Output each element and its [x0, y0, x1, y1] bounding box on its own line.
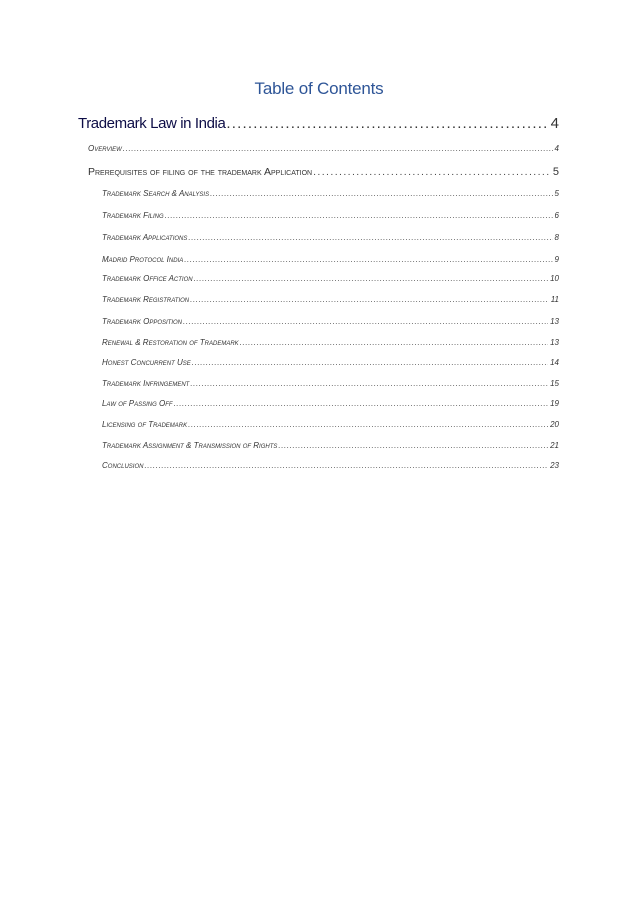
toc-dot-leader — [194, 274, 548, 283]
toc-entry-label: Conclusion — [102, 461, 144, 470]
toc-entry-page: 15 — [550, 379, 559, 388]
toc-dot-leader — [190, 379, 548, 388]
toc-entry-trademark-filing[interactable] — [102, 211, 559, 220]
toc-entry-label: Renewal & Restoration of Trademark — [102, 338, 239, 347]
toc-entry-trademark-opposition[interactable] — [102, 317, 559, 326]
toc-entry-label: Trademark Opposition — [102, 317, 183, 326]
toc-entry-overview[interactable] — [88, 144, 559, 153]
toc-entry-page: 5 — [554, 189, 559, 198]
toc-entry-trademark-infringement[interactable] — [102, 379, 559, 388]
toc-title: Table of Contents — [254, 79, 384, 98]
toc-dot-leader — [184, 255, 552, 264]
toc-entry-prerequisites[interactable] — [88, 166, 559, 178]
toc-entry-trademark-law-in-india[interactable] — [78, 115, 559, 132]
toc-entry-label: Trademark Law in India — [78, 115, 226, 132]
toc-dot-leader — [188, 233, 552, 242]
toc-entry-trademark-assignment[interactable] — [102, 441, 559, 450]
toc-dot-leader — [165, 211, 553, 220]
toc-entry-label: Overview — [88, 144, 122, 153]
toc-entry-page: 9 — [554, 255, 559, 264]
toc-entry-page: 4 — [554, 144, 559, 153]
toc-entry-trademark-applications[interactable] — [102, 233, 559, 242]
toc-entry-label: Honest Concurrent Use — [102, 358, 191, 367]
toc-entry-page: 5 — [552, 166, 559, 178]
toc-entry-page: 14 — [550, 358, 559, 367]
toc-entry-trademark-office-action[interactable] — [102, 274, 559, 283]
toc-entry-page: 20 — [550, 420, 559, 429]
toc-entry-conclusion[interactable] — [102, 461, 559, 470]
toc-dot-leader — [313, 166, 551, 178]
toc-entry-label: Madrid Protocol India — [102, 255, 184, 264]
toc-entry-label: Trademark Infringement — [102, 379, 190, 388]
toc-entry-law-of-passing-off[interactable] — [102, 399, 559, 408]
toc-dot-leader — [123, 144, 553, 153]
toc-dot-leader — [278, 441, 548, 450]
toc-dot-leader — [190, 295, 549, 304]
toc-dot-leader — [144, 461, 548, 470]
toc-entry-renewal-restoration[interactable] — [102, 338, 559, 347]
toc-dot-leader — [183, 317, 548, 326]
toc-entry-page: 13 — [550, 317, 559, 326]
toc-dot-leader — [226, 115, 548, 132]
toc-entry-label: Trademark Search & Analysis — [102, 189, 210, 198]
toc-entry-trademark-search[interactable] — [102, 189, 559, 198]
toc-entry-label: Licensing of Trademark — [102, 420, 188, 429]
toc-entry-label: Law of Passing Off — [102, 399, 173, 408]
toc-entry-madrid-protocol[interactable] — [102, 255, 559, 264]
toc-entry-label: Trademark Registration — [102, 295, 190, 304]
toc-entry-page: 19 — [550, 399, 559, 408]
toc-entry-label: Trademark Filing — [102, 211, 164, 220]
toc-dot-leader — [240, 338, 548, 347]
toc-dot-leader — [174, 399, 549, 408]
toc-entry-label: Prerequisites of filing of the trademark Application — [88, 166, 313, 178]
toc-dot-leader — [210, 189, 552, 198]
toc-entry-honest-concurrent-use[interactable] — [102, 358, 559, 367]
toc-entry-page: 13 — [550, 338, 559, 347]
toc-entry-page: 23 — [550, 461, 559, 470]
toc-entry-label: Trademark Office Action — [102, 274, 193, 283]
toc-entry-trademark-registration[interactable] — [102, 295, 559, 304]
toc-entry-page: 4 — [550, 115, 559, 132]
toc-dot-leader — [192, 358, 548, 367]
toc-entry-label: Trademark Applications — [102, 233, 188, 242]
toc-dot-leader — [188, 420, 548, 429]
toc-entry-page: 11 — [550, 295, 559, 304]
toc-entry-label: Trademark Assignment & Transmission of Rights — [102, 441, 278, 450]
toc-entry-page: 8 — [554, 233, 559, 242]
toc-entry-licensing-of-trademark[interactable] — [102, 420, 559, 429]
toc-entry-page: 21 — [550, 441, 559, 450]
toc-entry-page: 6 — [554, 211, 559, 220]
toc-entry-page: 10 — [550, 274, 559, 283]
